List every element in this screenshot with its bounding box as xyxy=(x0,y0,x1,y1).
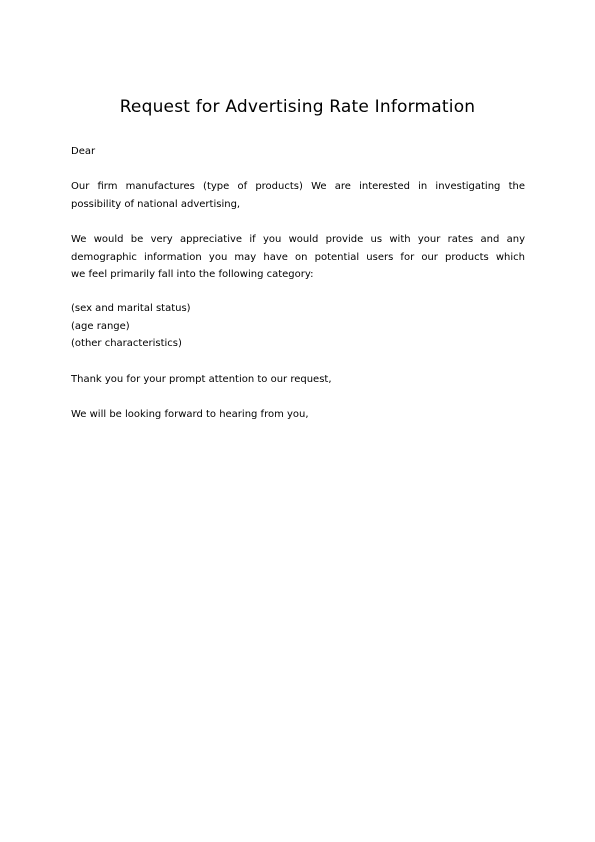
closing-text: We will be looking forward to hearing from you, xyxy=(71,409,309,420)
paragraph-intro-line-2: possibility of national advertising, xyxy=(71,198,241,210)
paragraph-request-line-2: demographic information you may have on potential users for our products which xyxy=(71,251,525,263)
paragraph-request-line-1: We would be very appreciative if you would provide us with your rates and any xyxy=(71,234,525,245)
salutation-text: Dear xyxy=(71,146,96,157)
document-title: Request for Advertising Rate Information xyxy=(119,97,476,117)
category-list xyxy=(71,300,525,353)
paragraph-intro xyxy=(71,178,525,213)
category-item: (age range) xyxy=(71,320,130,332)
thanks-paragraph xyxy=(71,371,525,389)
category-item: (other characteristics) xyxy=(71,338,182,349)
closing-paragraph xyxy=(71,406,525,424)
category-item: (sex and marital status) xyxy=(71,303,191,314)
thanks-text: Thank you for your prompt attention to our request, xyxy=(71,374,332,385)
paragraph-intro-line-1: Our firm manufactures (type of products) We are interested in investigating the xyxy=(71,181,525,192)
paragraph-request xyxy=(71,231,525,284)
salutation xyxy=(71,143,525,161)
paragraph-request-line-3: we feel primarily fall into the following category: xyxy=(71,269,314,280)
